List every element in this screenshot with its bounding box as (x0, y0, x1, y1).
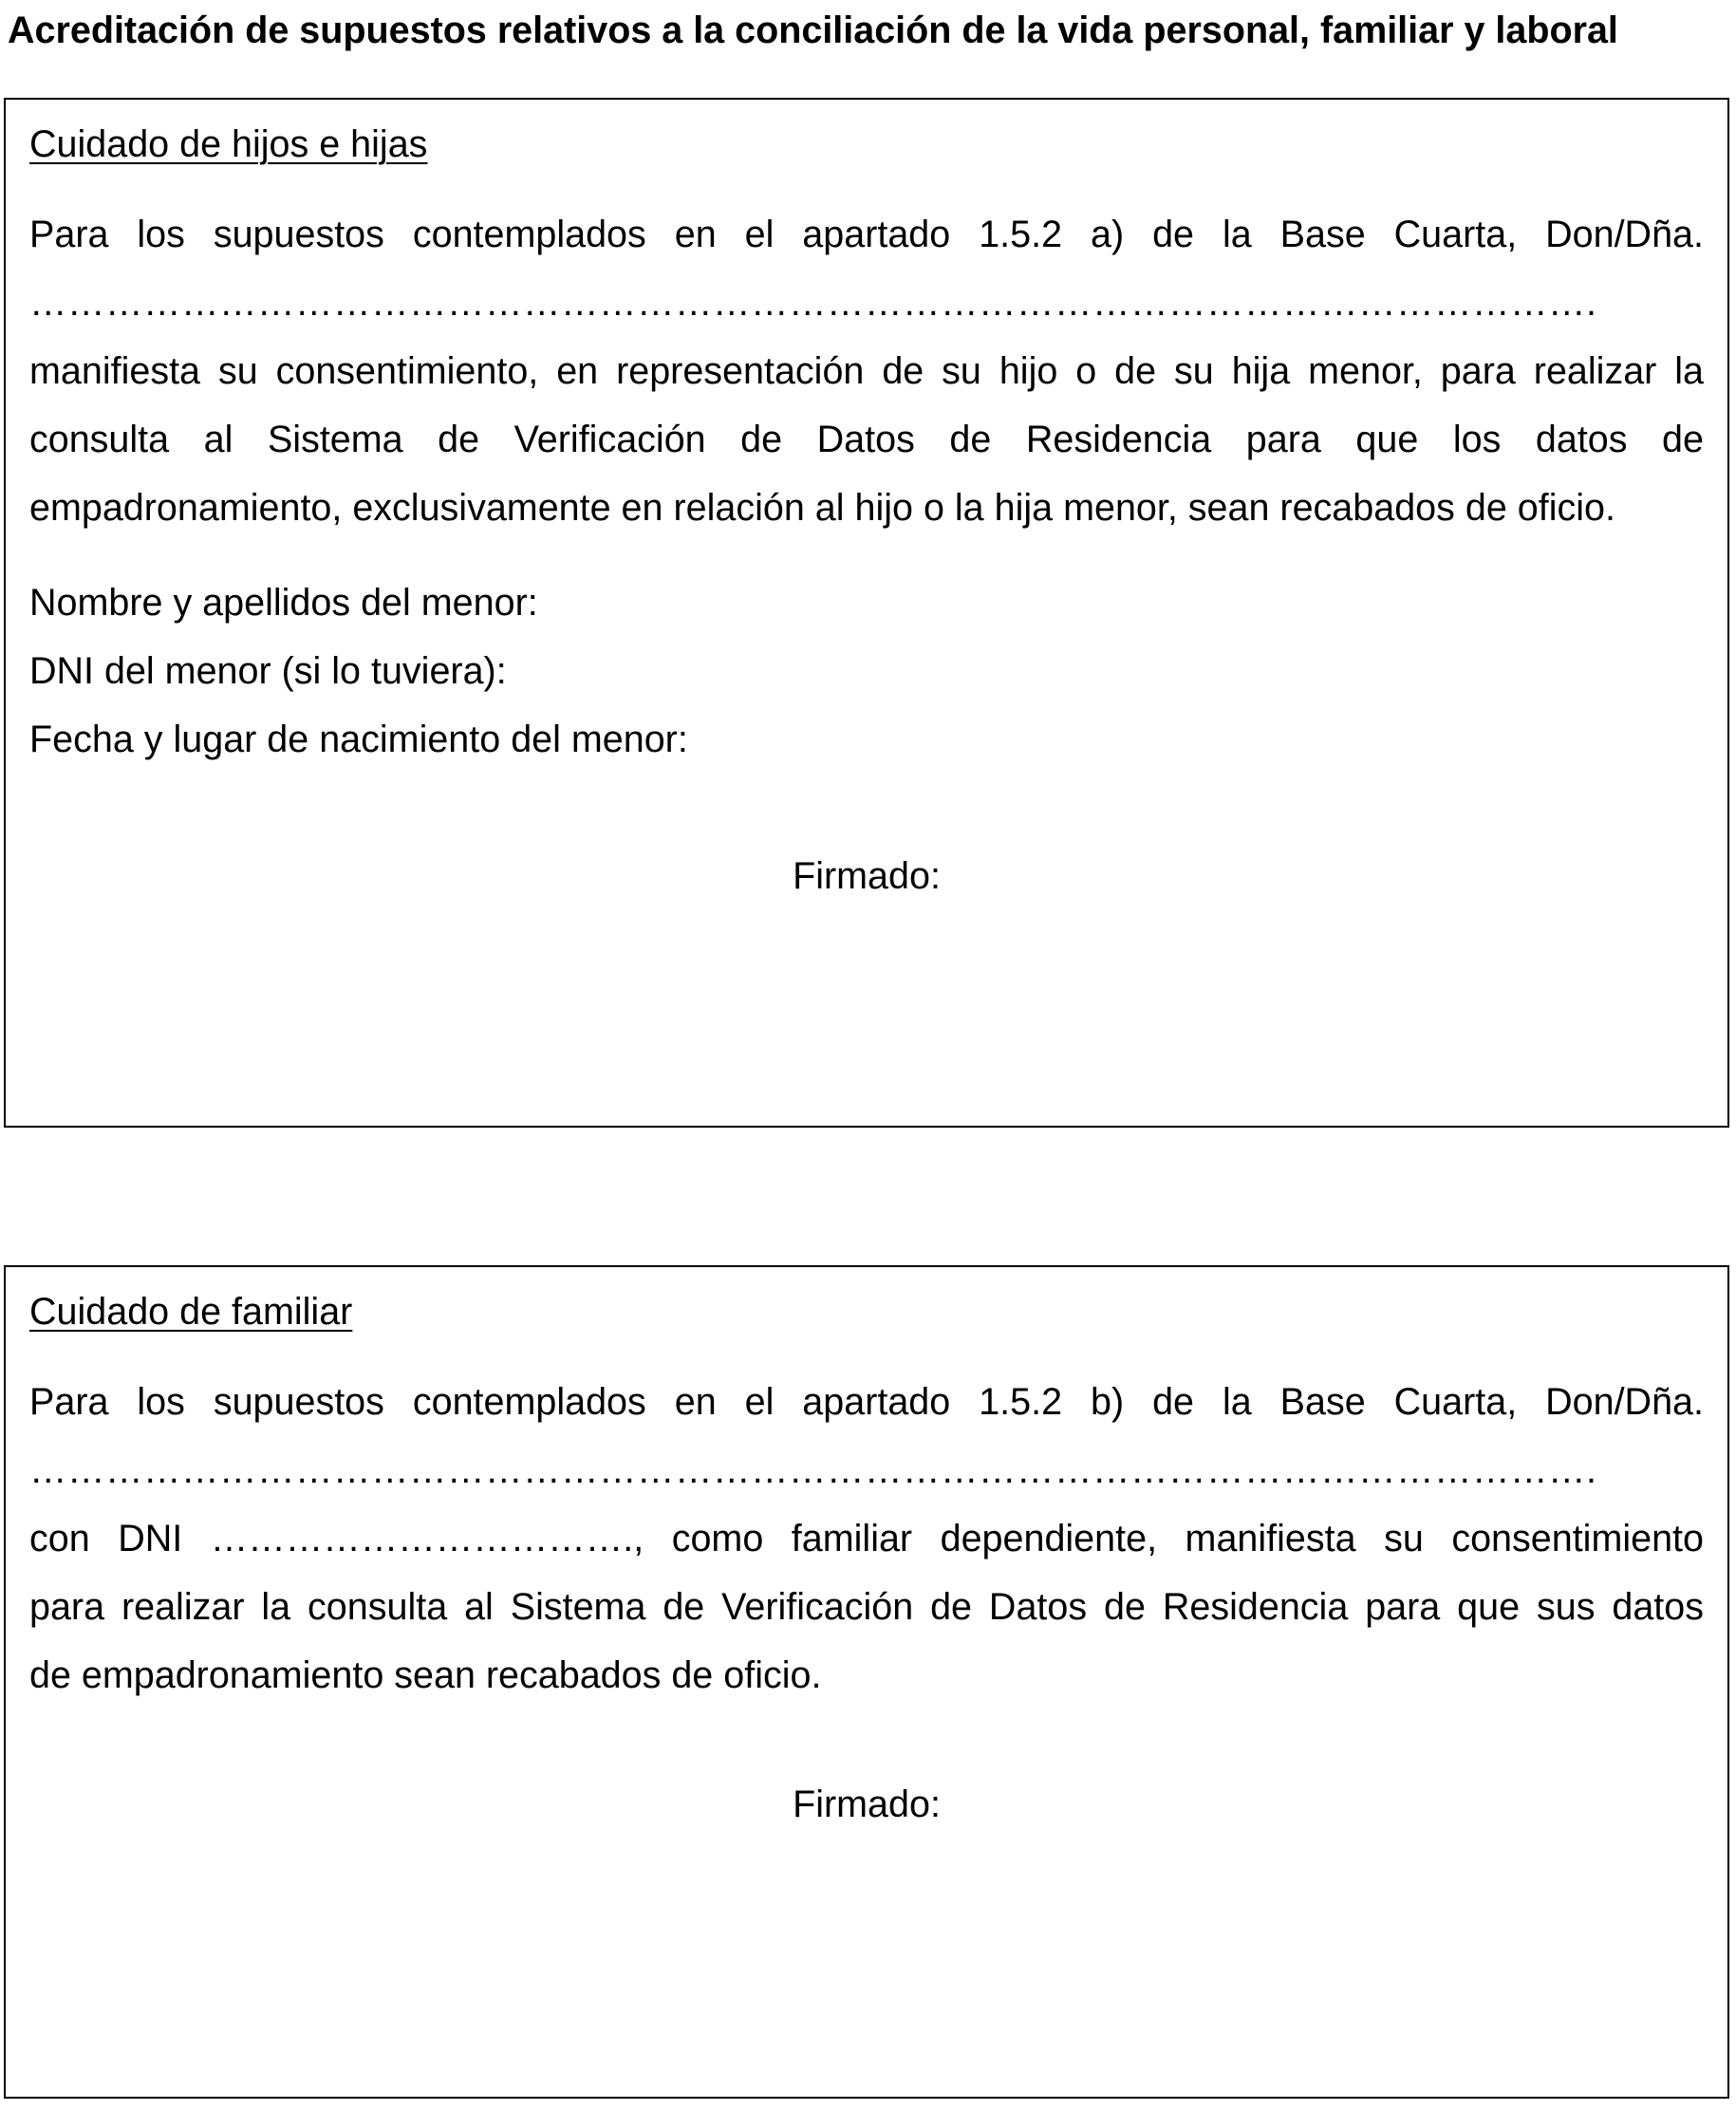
minor-name-label: Nombre y apellidos del menor: (29, 582, 538, 624)
children-paragraph-line: consulta al Sistema de Verificación de Datos de Residencia para que los datos de (29, 419, 1704, 460)
children-name-blank: ……………………………………………………………………………………………………………. (29, 282, 1597, 324)
family-paragraph-line: de empadronamiento sean recabados de oficio. (29, 1654, 822, 1696)
family-paragraph-line: Para los supuestos contemplados en el apartado 1.5.2 b) de la Base Cuarta, Don/Dña. (29, 1381, 1704, 1423)
children-signed-label: Firmado: (793, 855, 941, 897)
children-care-heading: Cuidado de hijos e hijas (29, 123, 428, 165)
children-care-section (4, 98, 1729, 1128)
children-paragraph-line: manifiesta su consentimiento, en representación de su hijo o de su hija menor, para realizar la (29, 350, 1704, 392)
family-care-heading: Cuidado de familiar (29, 1291, 353, 1333)
family-paragraph-line: con DNI ……………………………., como familiar dependiente, manifiesta su consentimiento (29, 1518, 1704, 1559)
children-paragraph-line: empadronamiento, exclusivamente en relación al hijo o la hija menor, sean recabados de oficio. (29, 487, 1615, 529)
children-consent-paragraph (29, 200, 1704, 542)
minor-birth-label: Fecha y lugar de nacimiento del menor: (29, 719, 688, 760)
family-signed-label: Firmado: (793, 1783, 941, 1825)
family-care-section (4, 1265, 1729, 2099)
document-title: Acreditación de supuestos relativos a la conciliación de la vida personal, familiar y laboral (8, 9, 1618, 51)
family-paragraph-line: para realizar la consulta al Sistema de Verificación de Datos de Residencia para que sus datos (29, 1586, 1704, 1628)
children-paragraph-line: Para los supuestos contemplados en el apartado 1.5.2 a) de la Base Cuarta, Don/Dña. (29, 214, 1704, 255)
minor-dni-label: DNI del menor (si lo tuviera): (29, 650, 507, 692)
family-consent-paragraph (29, 1368, 1704, 1709)
family-name-blank: ……………………………………………………………………………………………………………. (29, 1449, 1597, 1491)
